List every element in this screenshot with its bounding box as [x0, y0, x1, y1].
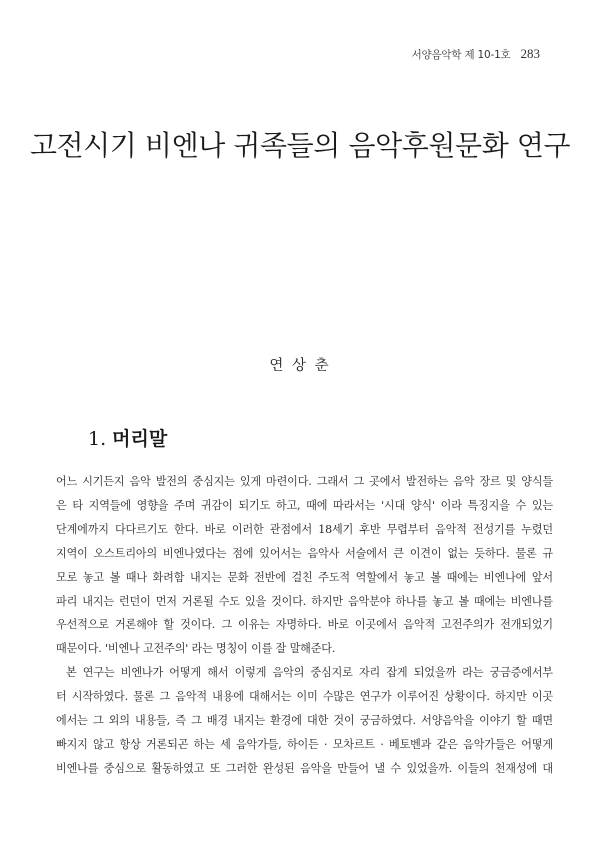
journal-name: 서양음악학 제 10-1호 [411, 49, 511, 61]
text-line: 어느 시기든지 음악 발전의 중심지는 있게 마련이다. 그래서 그 곳에서 발전하는 음악 장르 및 양식들 [56, 475, 553, 488]
text-line: 지역이 오스트리아의 비엔나였다는 점에 있어서는 음악사 서술에서 큰 이견이 없는 듯하다. 물론 규 [56, 546, 553, 560]
text-line: 파리 내지는 런던이 먼저 거론될 수도 있을 것이다. 하지만 음악분야 하나를 놓고 볼 때에는 비엔나를 [56, 594, 553, 608]
text-line: 빠지지 않고 항상 거론되곤 하는 세 음악가들, 하이든 · 모차르트 · 베토벤과 같은 음악가들은 어떻게 [56, 737, 553, 751]
page-number: 283 [520, 46, 540, 61]
running-header [412, 46, 540, 62]
text-line: 우선적으로 거론해야 할 것이다. 그 이유는 자명하다. 바로 이곳에서 음악적 고전주의가 전개되었기 [56, 618, 553, 632]
text-line: 모로 놓고 볼 때나 화려함 내지는 문화 전반에 걸친 주도적 역할에서 놓고 볼 때에는 비엔나에 앞서 [56, 570, 553, 584]
section-number: 1. [88, 428, 107, 450]
text-line: 때문이다. '비엔나 고전주의' 라는 명칭이 이를 잘 말해준다. [56, 642, 336, 656]
text-line: 단계에까지 다다르기도 한다. 바로 이러한 관점에서 18세기 후반 무렵부터 음악적 전성기를 누렸던 [56, 522, 553, 536]
section-heading [88, 424, 167, 451]
text-line: 본 연구는 비엔나가 어떻게 해서 이렇게 음악의 중심지로 자리 잡게 되었을까 라는 궁금증에서부 [66, 666, 553, 680]
text-line: 에서는 그 외의 내용들, 즉 그 배경 내지는 환경에 대한 것이 궁금하였다. 서양음악을 이야기 할 때면 [56, 714, 553, 728]
paragraph-2 [56, 661, 553, 781]
text-line: 터 시작하였다. 물론 그 음악적 내용에 대해서는 이미 수많은 연구가 이루어진 상황이다. 하지만 이곳 [56, 690, 553, 704]
text-line: 은 타 지역들에 영향을 주며 귀감이 되기도 하고, 때에 따라서는 '시대 양식' 이라 특징지을 수 있는 [56, 498, 553, 512]
article-title: 고전시기 비엔나 귀족들의 음악후원문화 연구 [29, 129, 571, 162]
author-name: 연 상 춘 [269, 358, 331, 374]
text-line: 비엔나를 중심으로 활동하였고 또 그러한 완성된 음악을 만들어 낼 수 있었을까. 이들의 천재성에 대 [56, 761, 553, 775]
section-title: 머리말 [112, 428, 168, 450]
paragraph-1 [56, 470, 553, 661]
body-text [56, 470, 553, 781]
